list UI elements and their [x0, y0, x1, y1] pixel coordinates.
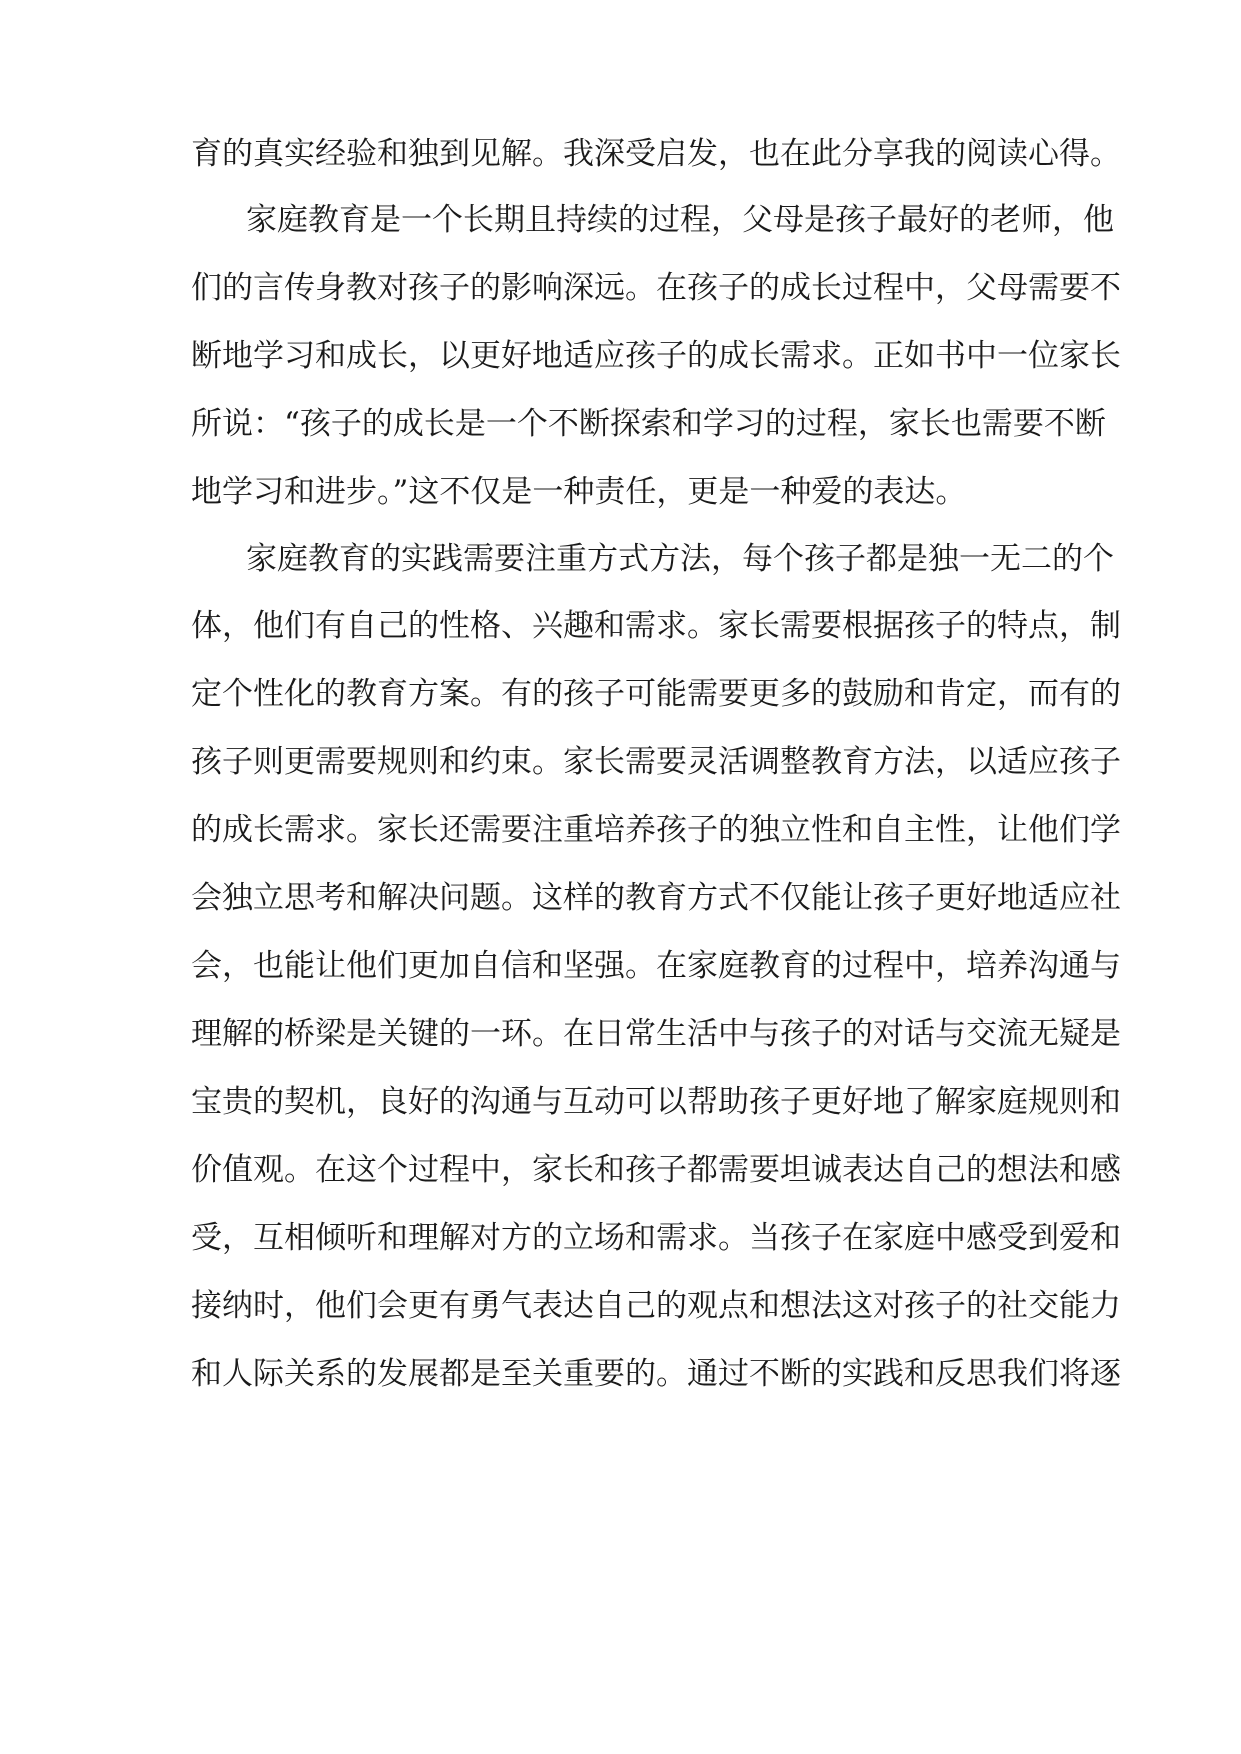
paragraph-line: 定个性化的教育方案。有的孩子可能需要更多的鼓励和肯定，而有的: [191, 676, 1121, 712]
paragraph-line: 们的言传身教对孩子的影响深远。在孩子的成长过程中，父母需要不: [191, 270, 1121, 306]
paragraph-line: 和人际关系的发展都是至关重要的。通过不断的实践和反思我们将逐: [191, 1356, 1121, 1392]
paragraph-line: 会，也能让他们更加自信和坚强。在家庭教育的过程中，培养沟通与: [191, 948, 1121, 984]
paragraph-line: 体，他们有自己的性格、兴趣和需求。家长需要根据孩子的特点，制: [191, 608, 1121, 644]
paragraph-line: 断地学习和成长，以更好地适应孩子的成长需求。正如书中一位家长: [191, 338, 1121, 374]
paragraph-line: 的成长需求。家长还需要注重培养孩子的独立性和自主性，让他们学: [191, 812, 1121, 848]
paragraph-line: 宝贵的契机，良好的沟通与互动可以帮助孩子更好地了解家庭规则和: [191, 1084, 1121, 1120]
paragraph-line: 价值观。在这个过程中，家长和孩子都需要坦诚表达自己的想法和感: [191, 1152, 1121, 1188]
paragraph-line: 会独立思考和解决问题。这样的教育方式不仅能让孩子更好地适应社: [191, 880, 1121, 916]
paragraph-line: 理解的桥梁是关键的一环。在日常生活中与孩子的对话与交流无疑是: [191, 1016, 1121, 1052]
paragraph-line: 所说：“孩子的成长是一个不断探索和学习的过程，家长也需要不断: [191, 406, 1106, 442]
paragraph-line: 接纳时，他们会更有勇气表达自己的观点和想法这对孩子的社交能力: [191, 1288, 1121, 1324]
paragraph-line: 孩子则更需要规则和约束。家长需要灵活调整教育方法，以适应孩子: [191, 744, 1121, 780]
paragraph-line: 家庭教育是一个长期且持续的过程，父母是孩子最好的老师，他: [246, 202, 1114, 238]
paragraph-line: 地学习和进步。”这不仅是一种责任，更是一种爱的表达。: [191, 474, 967, 510]
paragraph-line: 育的真实经验和独到见解。我深受启发，也在此分享我的阅读心得。: [191, 136, 1121, 172]
paragraph-line: 受，互相倾听和理解对方的立场和需求。当孩子在家庭中感受到爱和: [191, 1220, 1121, 1256]
paragraph-line: 家庭教育的实践需要注重方式方法，每个孩子都是独一无二的个: [246, 541, 1114, 577]
